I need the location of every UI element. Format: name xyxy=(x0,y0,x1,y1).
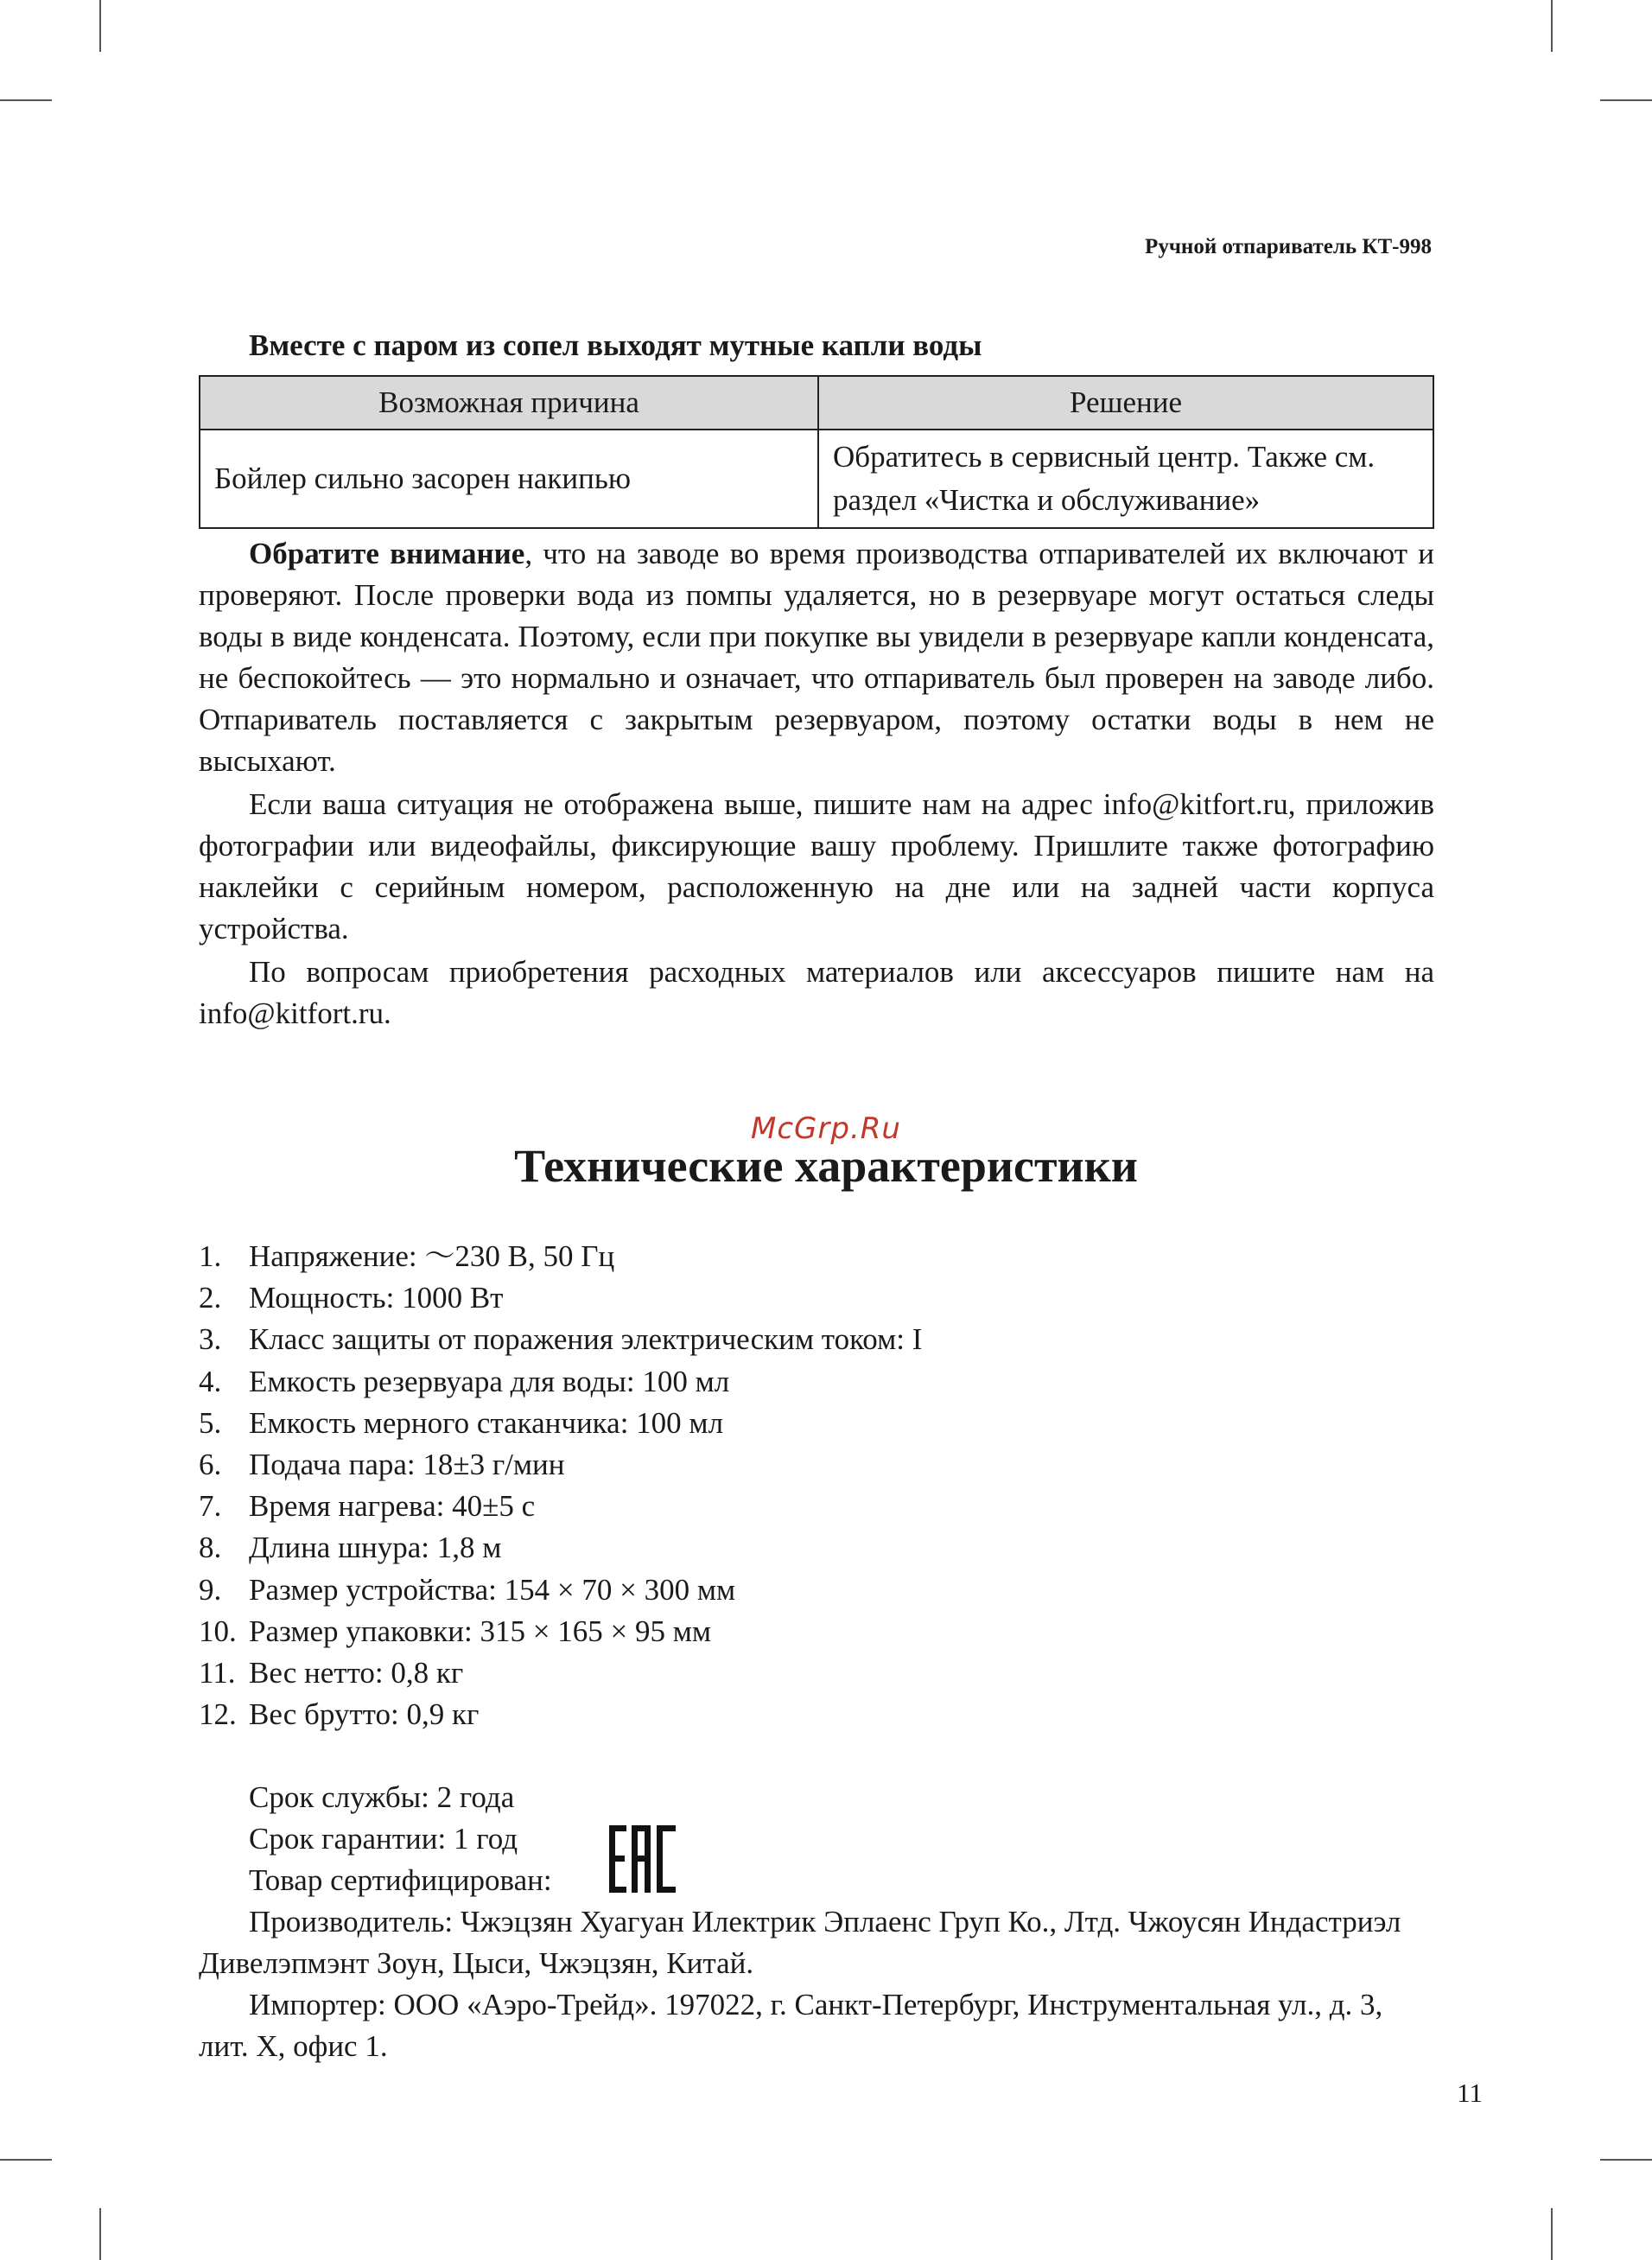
crop-mark xyxy=(99,2208,101,2260)
section-title: Технические характеристики xyxy=(514,1140,1138,1192)
spec-text: Время нагрева: 40±5 с xyxy=(249,1489,536,1524)
crop-mark xyxy=(99,0,101,52)
contact-paragraph: Если ваша ситуация не отображена выше, пишите нам на адрес info@kitfort.ru, приложив фотографии или видеофайлы, фиксирующие вашу проблему. Пришлите также фотографию наклейки с серийным номером, расположенную на дне или на задней части корпуса устройства. xyxy=(199,787,1434,945)
spec-item xyxy=(199,1444,1434,1486)
table-title: Вместе с паром из сопел выходят мутные капли воды xyxy=(249,328,982,362)
spec-number: 6. xyxy=(199,1448,222,1482)
spec-number: 10. xyxy=(199,1614,237,1648)
service-life: Срок службы: 2 года xyxy=(249,1780,515,1814)
running-title: Ручной отпариватель КТ-998 xyxy=(1145,235,1432,258)
spec-text: Напряжение: ～230 В, 50 Гц xyxy=(249,1239,615,1273)
column-header-solution: Решение xyxy=(818,376,1433,430)
crop-mark xyxy=(1600,2159,1652,2161)
crop-mark xyxy=(1600,99,1652,101)
spec-number: 3. xyxy=(199,1322,222,1357)
spec-item xyxy=(199,1569,1434,1611)
spec-text: Размер устройства: 154 × 70 × 300 мм xyxy=(249,1572,736,1607)
attention-label: Обратите внимание xyxy=(249,537,525,570)
eac-certification-mark xyxy=(607,1824,678,1894)
cause-cell: Бойлер сильно засорен накипью xyxy=(200,430,818,528)
spec-number: 9. xyxy=(199,1572,222,1607)
table-row xyxy=(200,430,1433,528)
spec-text: Емкость мерного стаканчика: 100 мл xyxy=(249,1405,724,1440)
spec-number: 11. xyxy=(199,1656,236,1690)
accessories-paragraph: По вопросам приобретения расходных материалов или аксессуаров пишите нам на info@kitfort.ru. xyxy=(199,955,1434,1030)
page-number: 11 xyxy=(1457,2078,1483,2108)
additional-info xyxy=(199,1777,1434,2067)
spec-item xyxy=(199,1486,1434,1527)
certified-label: Товар сертифицирован: xyxy=(249,1863,552,1897)
spec-item xyxy=(199,1236,1434,1277)
spec-item xyxy=(199,1694,1434,1735)
spec-text: Емкость резервуара для воды: 100 мл xyxy=(249,1364,730,1398)
column-header-cause: Возможная причина xyxy=(200,376,818,430)
spec-text: Мощность: 1000 Вт xyxy=(249,1281,504,1315)
spec-item xyxy=(199,1361,1434,1403)
crop-mark xyxy=(1551,2208,1553,2260)
spec-text: Вес нетто: 0,8 кг xyxy=(249,1656,464,1690)
spec-number: 12. xyxy=(199,1697,237,1732)
crop-mark xyxy=(1551,0,1553,52)
spec-text: Подача пара: 18±3 г/мин xyxy=(249,1448,565,1482)
spec-number: 8. xyxy=(199,1531,222,1565)
spec-number: 7. xyxy=(199,1489,222,1524)
specs-list xyxy=(199,1236,1434,1735)
spec-text: Длина шнура: 1,8 м xyxy=(249,1531,502,1565)
attention-text: , что на заводе во время производства отпаривателей их включают и проверяют. После проверки вода из помпы удаляется, но в резервуаре могут остаться следы воды в виде конденсата. Поэтому, если при покупке вы увидели в резервуаре капли конденсата, не беспокойтесь — это нормально и означает, что отпариватель был проверен на заводе либо. Отпариватель поставляется с закрытым резервуаром, поэтому остатки воды в нем не высыхают. xyxy=(199,537,1434,778)
spec-item xyxy=(199,1403,1434,1444)
table-header-row xyxy=(200,376,1433,430)
spec-text: Класс защиты от поражения электрическим током: I xyxy=(249,1322,923,1357)
spec-number: 5. xyxy=(199,1405,222,1440)
spec-number: 1. xyxy=(199,1239,222,1273)
attention-paragraph xyxy=(199,533,1434,782)
spec-item xyxy=(199,1319,1434,1360)
notes-block xyxy=(199,533,1434,1035)
spec-item xyxy=(199,1277,1434,1319)
watermark: McGrp.Ru xyxy=(751,1111,901,1146)
spec-item xyxy=(199,1652,1434,1694)
spec-number: 4. xyxy=(199,1364,222,1398)
solution-cell: Обратитесь в сервисный центр. Также см. раздел «Чистка и обслуживание» xyxy=(818,430,1433,528)
importer: Импортер: ООО «Аэро-Трейд». 197022, г. Санкт-Петербург, Инструментальная ул., д. 3, лит. Х, офис 1. xyxy=(199,1988,1383,2063)
troubleshooting-table xyxy=(199,375,1434,529)
spec-item xyxy=(199,1611,1434,1652)
crop-mark xyxy=(0,99,52,101)
spec-text: Размер упаковки: 315 × 165 × 95 мм xyxy=(249,1614,712,1648)
warranty: Срок гарантии: 1 год xyxy=(249,1822,518,1856)
spec-item xyxy=(199,1527,1434,1569)
manufacturer: Производитель: Чжэцзян Хуагуан Илектрик Эплаенс Груп Ко., Лтд. Чжоусян Индастриэл Дивелэпмэнт Зоун, Цыси, Чжэцзян, Китай. xyxy=(199,1905,1401,1980)
spec-number: 2. xyxy=(199,1281,222,1315)
crop-mark xyxy=(0,2159,52,2161)
spec-text: Вес брутто: 0,9 кг xyxy=(249,1697,480,1732)
